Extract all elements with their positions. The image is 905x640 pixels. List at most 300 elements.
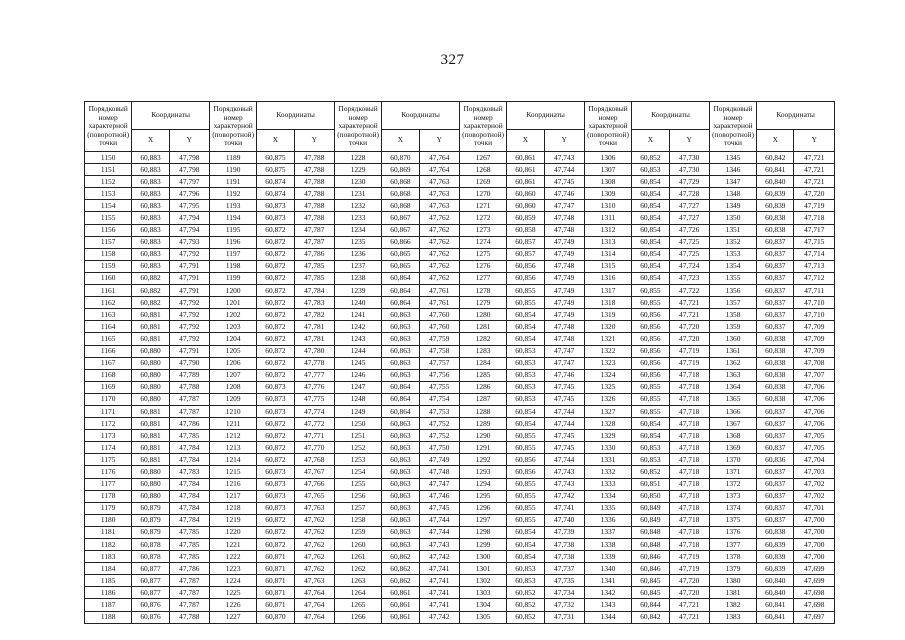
x-value-cell: 60,872 bbox=[257, 236, 294, 248]
x-value-cell: 60,868 bbox=[382, 176, 419, 188]
point-number-cell: 1195 bbox=[209, 224, 256, 236]
y-value-cell: 47,719 bbox=[669, 357, 709, 369]
point-number-cell: 1184 bbox=[85, 563, 132, 575]
point-number-cell: 1360 bbox=[709, 333, 756, 345]
x-value-cell: 60,848 bbox=[632, 539, 669, 551]
point-number-cell: 1279 bbox=[459, 297, 506, 309]
x-value-cell: 60,874 bbox=[257, 176, 294, 188]
x-value-cell: 60,880 bbox=[132, 490, 169, 502]
x-value-cell: 60,867 bbox=[382, 224, 419, 236]
y-value-cell: 47,770 bbox=[294, 442, 334, 454]
point-number-cell: 1370 bbox=[709, 454, 756, 466]
x-value-cell: 60,854 bbox=[632, 418, 669, 430]
y-value-cell: 47,706 bbox=[794, 393, 835, 405]
table-row bbox=[85, 236, 835, 248]
y-value-cell: 47,791 bbox=[169, 345, 209, 357]
y-value-cell: 47,746 bbox=[544, 188, 584, 200]
point-number-cell: 1280 bbox=[459, 309, 506, 321]
x-value-cell: 60,865 bbox=[382, 260, 419, 272]
y-value-cell: 47,786 bbox=[169, 563, 209, 575]
point-number-cell: 1346 bbox=[709, 164, 756, 176]
point-number-cell: 1212 bbox=[209, 430, 256, 442]
table-row bbox=[85, 381, 835, 393]
point-number-cell: 1362 bbox=[709, 357, 756, 369]
x-value-cell: 60,870 bbox=[257, 611, 294, 623]
x-value-cell: 60,880 bbox=[132, 478, 169, 490]
y-header: Y bbox=[544, 130, 584, 152]
x-value-cell: 60,878 bbox=[132, 539, 169, 551]
point-number-cell: 1380 bbox=[709, 575, 756, 587]
point-number-cell: 1300 bbox=[459, 551, 506, 563]
table-row bbox=[85, 526, 835, 538]
x-value-cell: 60,871 bbox=[257, 563, 294, 575]
point-number-cell: 1211 bbox=[209, 418, 256, 430]
y-value-cell: 47,788 bbox=[294, 212, 334, 224]
x-value-cell: 60,838 bbox=[757, 393, 794, 405]
point-number-cell: 1163 bbox=[85, 309, 132, 321]
y-value-cell: 47,720 bbox=[794, 188, 835, 200]
y-value-cell: 47,762 bbox=[419, 248, 459, 260]
point-number-cell: 1207 bbox=[209, 369, 256, 381]
x-value-cell: 60,855 bbox=[507, 502, 544, 514]
point-number-cell: 1347 bbox=[709, 176, 756, 188]
point-number-cell: 1355 bbox=[709, 272, 756, 284]
x-header: X bbox=[507, 130, 544, 152]
point-number-cell: 1152 bbox=[85, 176, 132, 188]
y-value-cell: 47,718 bbox=[669, 526, 709, 538]
y-value-cell: 47,721 bbox=[794, 164, 835, 176]
x-value-cell: 60,855 bbox=[632, 405, 669, 417]
point-number-cell: 1153 bbox=[85, 188, 132, 200]
x-value-cell: 60,837 bbox=[757, 442, 794, 454]
y-value-cell: 47,781 bbox=[294, 333, 334, 345]
x-value-cell: 60,876 bbox=[132, 611, 169, 623]
point-number-cell: 1317 bbox=[584, 285, 631, 297]
point-number-cell: 1170 bbox=[85, 393, 132, 405]
y-value-cell: 47,706 bbox=[794, 405, 835, 417]
y-value-cell: 47,789 bbox=[169, 369, 209, 381]
y-value-cell: 47,788 bbox=[294, 164, 334, 176]
point-number-cell: 1209 bbox=[209, 393, 256, 405]
point-number-cell: 1256 bbox=[334, 490, 381, 502]
x-value-cell: 60,873 bbox=[257, 478, 294, 490]
x-value-cell: 60,854 bbox=[632, 236, 669, 248]
x-value-cell: 60,838 bbox=[757, 333, 794, 345]
x-value-cell: 60,839 bbox=[757, 551, 794, 563]
x-value-cell: 60,855 bbox=[507, 442, 544, 454]
x-value-cell: 60,863 bbox=[382, 369, 419, 381]
y-value-cell: 47,713 bbox=[794, 260, 835, 272]
x-value-cell: 60,872 bbox=[257, 442, 294, 454]
point-number-cell: 1182 bbox=[85, 539, 132, 551]
y-value-cell: 47,764 bbox=[419, 164, 459, 176]
table-row bbox=[85, 200, 835, 212]
point-number-cell: 1319 bbox=[584, 309, 631, 321]
x-value-cell: 60,842 bbox=[632, 611, 669, 623]
x-value-cell: 60,864 bbox=[382, 393, 419, 405]
x-value-cell: 60,863 bbox=[382, 309, 419, 321]
y-value-cell: 47,785 bbox=[169, 430, 209, 442]
point-number-cell: 1295 bbox=[459, 490, 506, 502]
point-number-cell: 1324 bbox=[584, 369, 631, 381]
x-value-cell: 60,883 bbox=[132, 248, 169, 260]
point-number-cell: 1313 bbox=[584, 236, 631, 248]
table-row bbox=[85, 430, 835, 442]
y-value-cell: 47,705 bbox=[794, 442, 835, 454]
x-value-cell: 60,839 bbox=[757, 200, 794, 212]
y-value-cell: 47,757 bbox=[419, 357, 459, 369]
x-value-cell: 60,864 bbox=[382, 381, 419, 393]
point-number-cell: 1323 bbox=[584, 357, 631, 369]
x-value-cell: 60,863 bbox=[382, 514, 419, 526]
y-value-cell: 47,743 bbox=[419, 539, 459, 551]
x-value-cell: 60,855 bbox=[507, 490, 544, 502]
y-value-cell: 47,795 bbox=[169, 200, 209, 212]
x-value-cell: 60,864 bbox=[382, 405, 419, 417]
y-value-cell: 47,745 bbox=[544, 381, 584, 393]
x-value-cell: 60,879 bbox=[132, 526, 169, 538]
x-value-cell: 60,863 bbox=[382, 454, 419, 466]
point-number-cell: 1259 bbox=[334, 526, 381, 538]
table-row bbox=[85, 502, 835, 514]
x-value-cell: 60,862 bbox=[382, 575, 419, 587]
point-number-cell: 1336 bbox=[584, 514, 631, 526]
point-number-cell: 1292 bbox=[459, 454, 506, 466]
y-value-cell: 47,749 bbox=[544, 272, 584, 284]
y-value-cell: 47,752 bbox=[419, 430, 459, 442]
table-row bbox=[85, 599, 835, 611]
point-number-cell: 1301 bbox=[459, 563, 506, 575]
point-number-header: Порядковый номер характерной (поворотной) точки bbox=[209, 102, 256, 152]
point-number-cell: 1277 bbox=[459, 272, 506, 284]
x-value-cell: 60,875 bbox=[257, 152, 294, 164]
y-value-cell: 47,732 bbox=[544, 599, 584, 611]
point-number-cell: 1165 bbox=[85, 333, 132, 345]
table-row bbox=[85, 478, 835, 490]
y-value-cell: 47,709 bbox=[794, 321, 835, 333]
point-number-cell: 1172 bbox=[85, 418, 132, 430]
y-value-cell: 47,775 bbox=[294, 393, 334, 405]
point-number-cell: 1231 bbox=[334, 188, 381, 200]
x-value-cell: 60,854 bbox=[632, 176, 669, 188]
y-value-cell: 47,720 bbox=[669, 333, 709, 345]
point-number-cell: 1213 bbox=[209, 442, 256, 454]
y-value-cell: 47,781 bbox=[294, 321, 334, 333]
point-number-cell: 1167 bbox=[85, 357, 132, 369]
table-row bbox=[85, 490, 835, 502]
x-value-cell: 60,855 bbox=[507, 285, 544, 297]
point-number-cell: 1372 bbox=[709, 478, 756, 490]
y-value-cell: 47,762 bbox=[419, 224, 459, 236]
x-value-cell: 60,853 bbox=[632, 442, 669, 454]
point-number-cell: 1173 bbox=[85, 430, 132, 442]
y-value-cell: 47,718 bbox=[669, 405, 709, 417]
y-value-cell: 47,744 bbox=[544, 454, 584, 466]
point-number-cell: 1250 bbox=[334, 418, 381, 430]
y-header: Y bbox=[169, 130, 209, 152]
point-number-cell: 1243 bbox=[334, 333, 381, 345]
x-value-cell: 60,855 bbox=[632, 297, 669, 309]
point-number-cell: 1215 bbox=[209, 466, 256, 478]
x-value-cell: 60,872 bbox=[257, 514, 294, 526]
y-value-cell: 47,760 bbox=[419, 309, 459, 321]
x-value-cell: 60,838 bbox=[757, 212, 794, 224]
x-value-cell: 60,872 bbox=[257, 321, 294, 333]
point-number-cell: 1201 bbox=[209, 297, 256, 309]
point-number-cell: 1275 bbox=[459, 248, 506, 260]
y-value-cell: 47,723 bbox=[669, 272, 709, 284]
x-value-cell: 60,858 bbox=[507, 224, 544, 236]
x-value-cell: 60,882 bbox=[132, 297, 169, 309]
x-value-cell: 60,855 bbox=[632, 381, 669, 393]
point-number-cell: 1235 bbox=[334, 236, 381, 248]
table-row bbox=[85, 345, 835, 357]
point-number-cell: 1154 bbox=[85, 200, 132, 212]
y-value-cell: 47,738 bbox=[544, 551, 584, 563]
y-value-cell: 47,768 bbox=[294, 454, 334, 466]
x-value-cell: 60,838 bbox=[757, 224, 794, 236]
y-value-cell: 47,720 bbox=[669, 587, 709, 599]
x-value-cell: 60,856 bbox=[632, 345, 669, 357]
y-value-cell: 47,745 bbox=[419, 502, 459, 514]
y-value-cell: 47,792 bbox=[169, 248, 209, 260]
table-row bbox=[85, 405, 835, 417]
y-value-cell: 47,745 bbox=[544, 393, 584, 405]
y-value-cell: 47,711 bbox=[794, 285, 835, 297]
x-value-cell: 60,881 bbox=[132, 418, 169, 430]
x-value-cell: 60,863 bbox=[382, 442, 419, 454]
table-row bbox=[85, 272, 835, 284]
x-header: X bbox=[257, 130, 294, 152]
y-value-cell: 47,706 bbox=[794, 381, 835, 393]
x-value-cell: 60,871 bbox=[257, 575, 294, 587]
point-number-cell: 1200 bbox=[209, 285, 256, 297]
x-header: X bbox=[757, 130, 794, 152]
point-number-cell: 1217 bbox=[209, 490, 256, 502]
y-value-cell: 47,765 bbox=[294, 490, 334, 502]
point-number-cell: 1251 bbox=[334, 430, 381, 442]
y-value-cell: 47,787 bbox=[169, 587, 209, 599]
x-value-cell: 60,880 bbox=[132, 381, 169, 393]
y-value-cell: 47,748 bbox=[544, 333, 584, 345]
y-value-cell: 47,772 bbox=[294, 418, 334, 430]
x-value-cell: 60,883 bbox=[132, 260, 169, 272]
x-value-cell: 60,881 bbox=[132, 430, 169, 442]
x-value-cell: 60,883 bbox=[132, 164, 169, 176]
point-number-cell: 1218 bbox=[209, 502, 256, 514]
point-number-cell: 1220 bbox=[209, 526, 256, 538]
y-value-cell: 47,699 bbox=[794, 563, 835, 575]
x-value-cell: 60,861 bbox=[382, 599, 419, 611]
point-number-cell: 1168 bbox=[85, 369, 132, 381]
point-number-cell: 1284 bbox=[459, 357, 506, 369]
table-row bbox=[85, 575, 835, 587]
y-value-cell: 47,752 bbox=[419, 418, 459, 430]
x-value-cell: 60,838 bbox=[757, 345, 794, 357]
y-value-cell: 47,749 bbox=[419, 454, 459, 466]
x-value-cell: 60,853 bbox=[507, 357, 544, 369]
y-value-cell: 47,791 bbox=[169, 260, 209, 272]
x-value-cell: 60,863 bbox=[382, 333, 419, 345]
x-value-cell: 60,870 bbox=[382, 152, 419, 164]
point-number-cell: 1166 bbox=[85, 345, 132, 357]
y-value-cell: 47,762 bbox=[419, 212, 459, 224]
y-value-cell: 47,741 bbox=[419, 587, 459, 599]
x-value-cell: 60,842 bbox=[757, 152, 794, 164]
y-value-cell: 47,718 bbox=[669, 490, 709, 502]
point-number-cell: 1322 bbox=[584, 345, 631, 357]
x-value-cell: 60,872 bbox=[257, 357, 294, 369]
point-number-cell: 1330 bbox=[584, 442, 631, 454]
table-body bbox=[85, 152, 835, 624]
x-value-cell: 60,874 bbox=[257, 188, 294, 200]
x-value-cell: 60,863 bbox=[382, 526, 419, 538]
point-number-cell: 1367 bbox=[709, 418, 756, 430]
x-value-cell: 60,861 bbox=[507, 176, 544, 188]
x-value-cell: 60,854 bbox=[632, 188, 669, 200]
point-number-cell: 1293 bbox=[459, 466, 506, 478]
y-value-cell: 47,771 bbox=[294, 430, 334, 442]
x-value-cell: 60,881 bbox=[132, 454, 169, 466]
y-value-cell: 47,748 bbox=[544, 212, 584, 224]
y-value-cell: 47,761 bbox=[419, 285, 459, 297]
point-number-cell: 1282 bbox=[459, 333, 506, 345]
y-value-cell: 47,743 bbox=[544, 152, 584, 164]
y-value-cell: 47,788 bbox=[169, 611, 209, 623]
point-number-cell: 1357 bbox=[709, 297, 756, 309]
y-value-cell: 47,702 bbox=[794, 478, 835, 490]
y-value-cell: 47,747 bbox=[544, 345, 584, 357]
point-number-cell: 1253 bbox=[334, 454, 381, 466]
y-value-cell: 47,714 bbox=[794, 248, 835, 260]
point-number-cell: 1306 bbox=[584, 152, 631, 164]
x-value-cell: 60,857 bbox=[507, 248, 544, 260]
x-value-cell: 60,853 bbox=[632, 164, 669, 176]
point-number-cell: 1309 bbox=[584, 188, 631, 200]
y-value-cell: 47,730 bbox=[669, 152, 709, 164]
point-number-cell: 1214 bbox=[209, 454, 256, 466]
y-value-cell: 47,791 bbox=[169, 272, 209, 284]
x-value-cell: 60,863 bbox=[382, 418, 419, 430]
point-number-cell: 1382 bbox=[709, 599, 756, 611]
table-row bbox=[85, 611, 835, 623]
point-number-cell: 1273 bbox=[459, 224, 506, 236]
y-value-cell: 47,718 bbox=[669, 442, 709, 454]
y-value-cell: 47,785 bbox=[169, 551, 209, 563]
y-value-cell: 47,783 bbox=[169, 466, 209, 478]
y-value-cell: 47,763 bbox=[419, 200, 459, 212]
x-value-cell: 60,837 bbox=[757, 418, 794, 430]
y-value-cell: 47,727 bbox=[669, 212, 709, 224]
y-value-cell: 47,744 bbox=[419, 526, 459, 538]
y-value-cell: 47,762 bbox=[419, 260, 459, 272]
y-value-cell: 47,745 bbox=[544, 442, 584, 454]
x-value-cell: 60,856 bbox=[632, 333, 669, 345]
y-value-cell: 47,719 bbox=[794, 200, 835, 212]
table-row bbox=[85, 188, 835, 200]
x-value-cell: 60,873 bbox=[257, 212, 294, 224]
y-value-cell: 47,763 bbox=[419, 176, 459, 188]
y-value-cell: 47,784 bbox=[169, 442, 209, 454]
x-value-cell: 60,845 bbox=[632, 575, 669, 587]
y-value-cell: 47,700 bbox=[794, 551, 835, 563]
point-number-cell: 1233 bbox=[334, 212, 381, 224]
y-value-cell: 47,703 bbox=[794, 466, 835, 478]
y-value-cell: 47,762 bbox=[294, 526, 334, 538]
table-row bbox=[85, 587, 835, 599]
y-value-cell: 47,790 bbox=[169, 357, 209, 369]
point-number-cell: 1263 bbox=[334, 575, 381, 587]
point-number-cell: 1234 bbox=[334, 224, 381, 236]
x-value-cell: 60,837 bbox=[757, 405, 794, 417]
x-value-cell: 60,883 bbox=[132, 212, 169, 224]
y-value-cell: 47,706 bbox=[794, 418, 835, 430]
y-value-cell: 47,725 bbox=[669, 236, 709, 248]
x-value-cell: 60,861 bbox=[382, 587, 419, 599]
point-number-cell: 1222 bbox=[209, 551, 256, 563]
y-value-cell: 47,744 bbox=[544, 164, 584, 176]
x-value-cell: 60,856 bbox=[632, 369, 669, 381]
point-number-cell: 1296 bbox=[459, 502, 506, 514]
x-value-cell: 60,838 bbox=[757, 381, 794, 393]
y-value-cell: 47,784 bbox=[169, 478, 209, 490]
point-number-header: Порядковый номер характерной (поворотной) точки bbox=[584, 102, 631, 152]
point-number-cell: 1270 bbox=[459, 188, 506, 200]
x-value-cell: 60,853 bbox=[507, 369, 544, 381]
y-value-cell: 47,720 bbox=[669, 575, 709, 587]
x-value-cell: 60,854 bbox=[507, 539, 544, 551]
point-number-cell: 1342 bbox=[584, 587, 631, 599]
point-number-cell: 1164 bbox=[85, 321, 132, 333]
point-number-cell: 1299 bbox=[459, 539, 506, 551]
x-value-cell: 60,853 bbox=[632, 454, 669, 466]
y-value-cell: 47,763 bbox=[419, 188, 459, 200]
point-number-cell: 1180 bbox=[85, 514, 132, 526]
y-value-cell: 47,788 bbox=[169, 381, 209, 393]
y-value-cell: 47,730 bbox=[669, 164, 709, 176]
y-value-cell: 47,718 bbox=[669, 430, 709, 442]
y-value-cell: 47,788 bbox=[294, 176, 334, 188]
point-number-cell: 1240 bbox=[334, 297, 381, 309]
y-value-cell: 47,782 bbox=[294, 309, 334, 321]
x-value-cell: 60,883 bbox=[132, 224, 169, 236]
x-header: X bbox=[382, 130, 419, 152]
table-row bbox=[85, 152, 835, 164]
y-value-cell: 47,731 bbox=[544, 611, 584, 623]
y-value-cell: 47,721 bbox=[669, 611, 709, 623]
x-value-cell: 60,879 bbox=[132, 502, 169, 514]
x-value-cell: 60,852 bbox=[632, 466, 669, 478]
point-number-cell: 1199 bbox=[209, 272, 256, 284]
y-value-cell: 47,719 bbox=[669, 551, 709, 563]
point-number-cell: 1249 bbox=[334, 405, 381, 417]
y-value-cell: 47,760 bbox=[419, 321, 459, 333]
x-value-cell: 60,854 bbox=[632, 260, 669, 272]
y-value-cell: 47,749 bbox=[544, 297, 584, 309]
x-value-cell: 60,857 bbox=[507, 236, 544, 248]
y-value-cell: 47,748 bbox=[544, 224, 584, 236]
x-value-cell: 60,855 bbox=[632, 285, 669, 297]
point-number-cell: 1365 bbox=[709, 393, 756, 405]
y-value-cell: 47,738 bbox=[544, 539, 584, 551]
point-number-cell: 1224 bbox=[209, 575, 256, 587]
y-value-cell: 47,717 bbox=[794, 224, 835, 236]
point-number-cell: 1160 bbox=[85, 272, 132, 284]
point-number-cell: 1320 bbox=[584, 321, 631, 333]
y-value-cell: 47,740 bbox=[544, 514, 584, 526]
point-number-cell: 1197 bbox=[209, 248, 256, 260]
x-value-cell: 60,872 bbox=[257, 345, 294, 357]
